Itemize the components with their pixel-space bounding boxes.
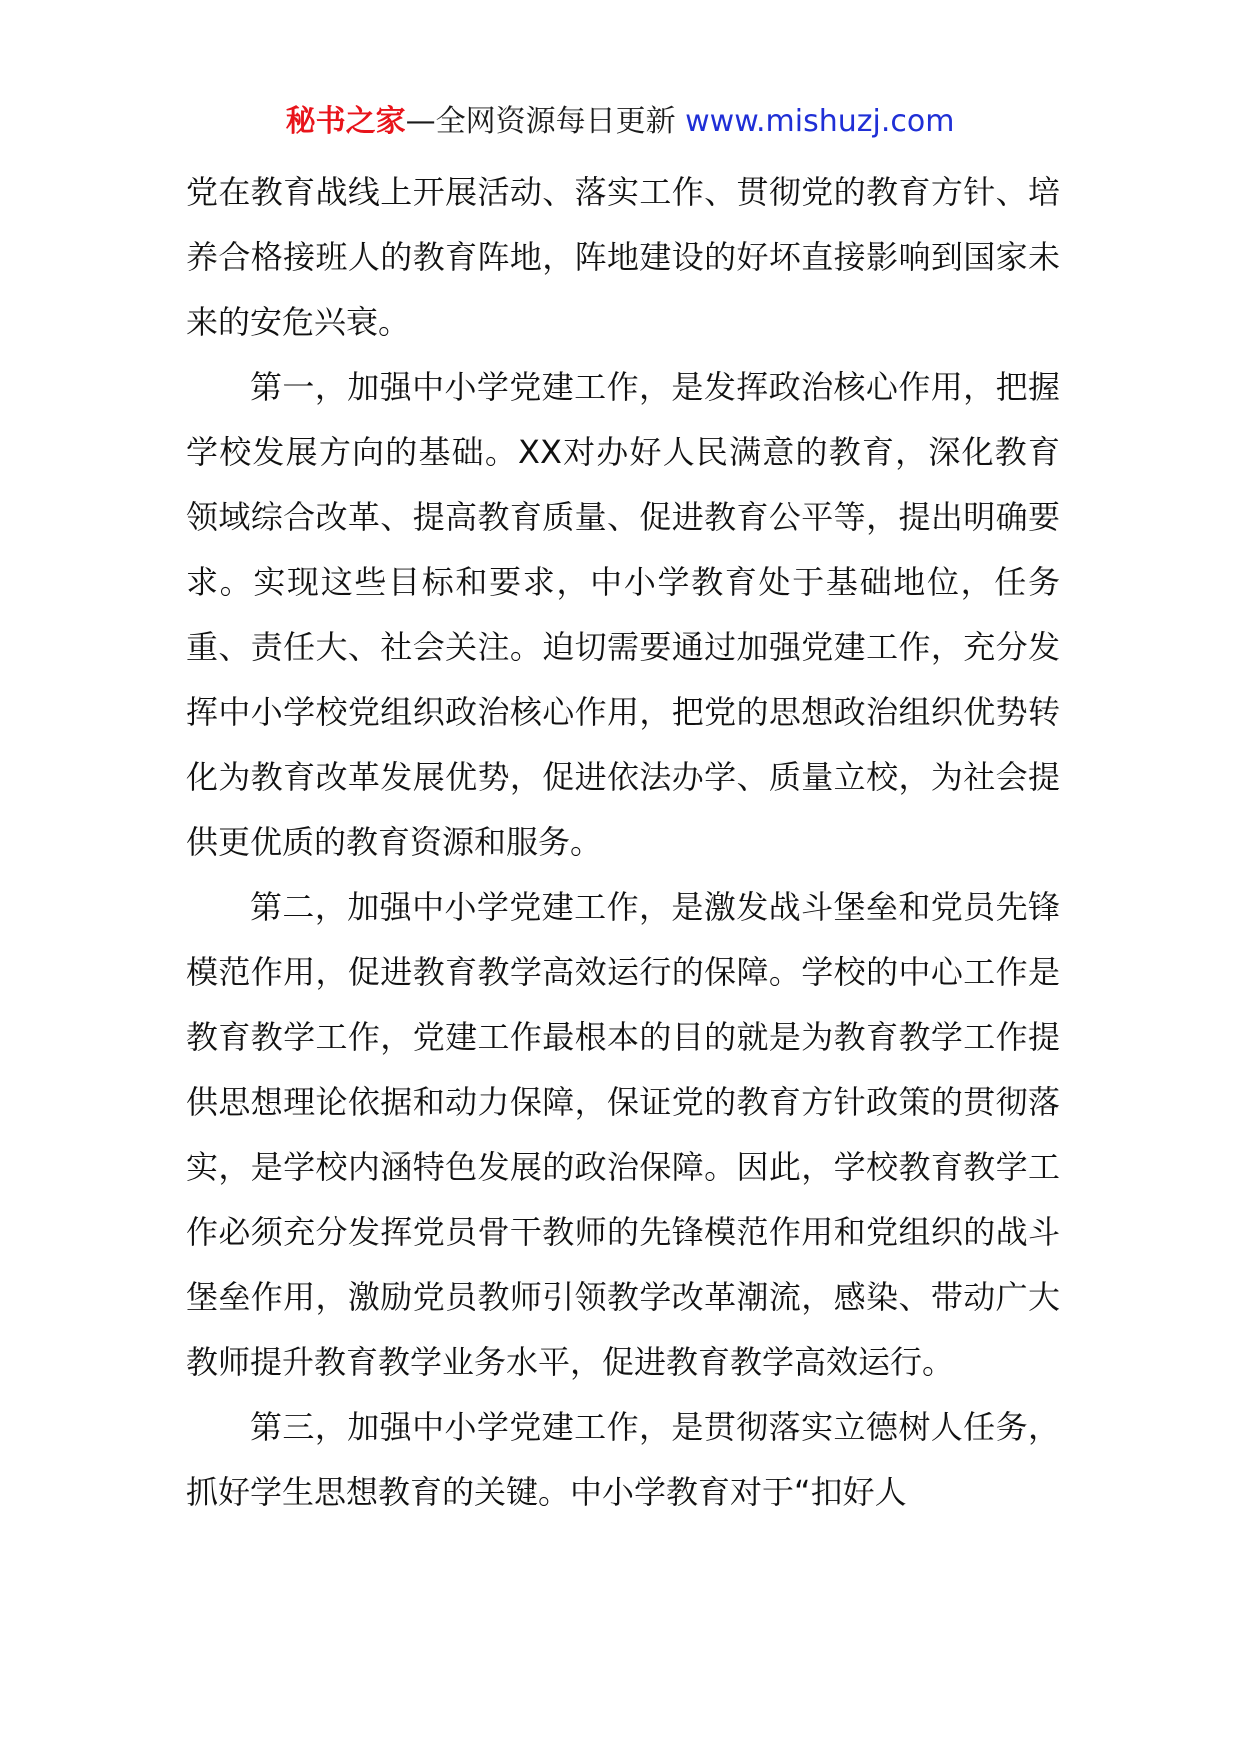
- paragraph-third-point: 第三，加强中小学党建工作，是贯彻落实立德树人任务，抓好学生思想教育的关键。中小学教育对于“扣好人: [186, 1408, 1060, 1511]
- brand-name: 秘书之家: [285, 104, 406, 139]
- paragraph-continued: 党在教育战线上开展活动、落实工作、贯彻党的教育方针、培养合格接班人的教育阵地，阵地建设的好坏直接影响到国家未来的安危兴衰。: [186, 173, 1060, 341]
- paragraph-first-point: 第一，加强中小学党建工作，是发挥政治核心作用，把握学校发展方向的基础。XX对办好人民满意的教育，深化教育领域综合改革、提高教育质量、促进教育公平等，提出明确要求。实现这些目标和要求，中小学教育处于基础地位，任务重、责任大、社会关注。迫切需要通过加强党建工作，充分发挥中小学校党组织政治核心作用，把党的思想政治组织优势转化为教育改革发展优势，促进依法办学、质量立校，为社会提供更优质的教育资源和服务。: [186, 368, 1060, 861]
- header-slogan: —全网资源每日更新: [405, 104, 676, 139]
- paragraph-second-point: 第二，加强中小学党建工作，是激发战斗堡垒和党员先锋模范作用，促进教育教学高效运行的保障。学校的中心工作是教育教学工作，党建工作最根本的目的就是为教育教学工作提供思想理论依据和动力保障，保证党的教育方针政策的贯彻落实，是学校内涵特色发展的政治保障。因此，学校教育教学工作必须充分发挥党员骨干教师的先锋模范作用和党组织的战斗堡垒作用，激励党员教师引领教学改革潮流，感染、带动广大教师提升教育教学业务水平，促进教育教学高效运行。: [186, 888, 1060, 1381]
- page-header: [0, 100, 1240, 144]
- document-body: [186, 160, 1060, 1525]
- site-url-link[interactable]: www.mishuzj.com: [685, 104, 955, 139]
